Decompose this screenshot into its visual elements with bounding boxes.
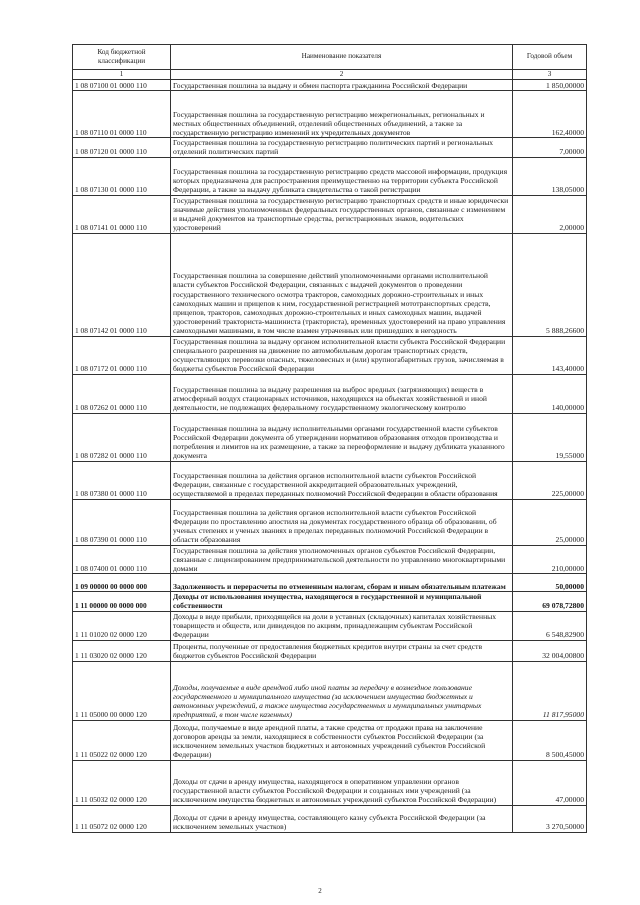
table-row [73, 592, 587, 611]
row-name: Государственная пошлина за действия уполномоченных органов субъектов Российской Федерации, связанные с лицензированием предпринимательской деятельности по управлению многоквартирными домами [171, 545, 513, 574]
row-value: 162,40000 [513, 91, 587, 138]
row-code: 1 11 05000 00 0000 120 [73, 661, 171, 720]
row-value: 210,00000 [513, 545, 587, 574]
row-code: 1 08 07380 01 0000 110 [73, 461, 171, 499]
table-row [73, 336, 587, 374]
row-value: 32 004,00800 [513, 640, 587, 661]
table-body [73, 80, 587, 832]
table-row [73, 574, 587, 592]
row-value: 5 888,26600 [513, 233, 587, 336]
row-code: 1 08 07282 01 0000 110 [73, 413, 171, 461]
row-name: Доходы, получаемые в виде арендной либо иной платы за передачу в возмездное пользование государственного и муниципального имущества (за исключением имущества бюджетных и автономных учреждений, а также имущества государственных и муниципальных унитарных предприятий, в том числе казенных) [171, 661, 513, 720]
budget-table [72, 44, 587, 833]
row-name: Доходы от использования имущества, находящегося в государственной и муниципальной собственности [171, 592, 513, 611]
row-code: 1 09 00000 00 0000 000 [73, 574, 171, 592]
row-value: 225,00000 [513, 461, 587, 499]
row-value: 50,00000 [513, 574, 587, 592]
table-row [73, 91, 587, 138]
table-row [73, 760, 587, 805]
row-code: 1 11 05032 02 0000 120 [73, 760, 171, 805]
row-code: 1 11 05072 02 0000 120 [73, 805, 171, 832]
row-value: 11 817,95000 [513, 661, 587, 720]
row-name: Государственная пошлина за государственную регистрацию средств массовой информации, продукция которых предназначена для распространения преимущественно на территории субъекта Российской Федерации, а также за выдачу дубликата свидетельства о такой регистрации [171, 157, 513, 195]
table-row [73, 640, 587, 661]
row-code: 1 11 03020 02 0000 120 [73, 640, 171, 661]
page-number: 2 [318, 887, 322, 895]
row-code: 1 08 07110 01 0000 110 [73, 91, 171, 138]
row-name: Государственная пошлина за выдачу органом исполнительной власти субъекта Российской Федерации специального разрешения на движение по автомобильным дорогам транспортных средств, осуществляющих перевозки опасных, тяжеловесных и (или) крупногабаритных грузов, зачисляемая в бюджеты субъектов Российской Федерации [171, 336, 513, 374]
row-name: Государственная пошлина за выдачу разрешения на выброс вредных (загрязняющих) веществ в атмосферный воздух стационарных источников, находящихся на объектах хозяйственной и иной деятельности, не подлежащих федеральному государственному экологическому контролю [171, 374, 513, 413]
row-code: 1 08 07141 01 0000 110 [73, 195, 171, 233]
table-row [73, 195, 587, 233]
row-code: 1 11 01020 02 0000 120 [73, 611, 171, 640]
row-value: 69 078,72800 [513, 592, 587, 611]
row-name: Государственная пошлина за государственную регистрацию межрегиональных, региональных и местных общественных объединений, отделений общественных объединений, а также за государственную регистрацию изменений их учредительных документов [171, 91, 513, 138]
row-name: Государственная пошлина за выдачу и обмен паспорта гражданина Российской Федерации [171, 80, 513, 91]
row-value: 3 270,50000 [513, 805, 587, 832]
table-row [73, 157, 587, 195]
row-value: 140,00000 [513, 374, 587, 413]
row-value: 138,05000 [513, 157, 587, 195]
row-code: 1 08 07120 01 0000 110 [73, 138, 171, 157]
row-name: Государственная пошлина за государственную регистрацию транспортных средств и иные юридически значимые действия уполномоченных федеральных государственных органов, связанные с изменением и выдачей документов на транспортные средства, регистрационных знаков, водительских удостоверений [171, 195, 513, 233]
table-row [73, 720, 587, 760]
row-code: 1 08 07130 01 0000 110 [73, 157, 171, 195]
header-name: Наименование показателя [171, 45, 513, 70]
row-name: Государственная пошлина за совершение действий уполномоченными органами исполнительной власти субъектов Российской Федерации, связанных с выдачей документов о проведении государственного технического осмотра тракторов, самоходных дорожно-строительных и иных самоходных машин и прицепов к ним, государственной регистрацией мототранспортных средств, прицепов, тракторов, самоходных дорожно-строительных и иных самоходных машин, выдачей удостоверений тракториста-машиниста (тракториста), временных удостоверений на право управления самоходными машинами, в том числе взамен утраченных или пришедших в негодность [171, 233, 513, 336]
row-value: 2,00000 [513, 195, 587, 233]
row-name: Государственная пошлина за действия органов исполнительной власти субъектов Российской Федерации по проставлению апостиля на документах государственного образца об образовании, об ученых степенях и ученых званиях в пределах переданных полномочий Российской Федерации в области образования [171, 499, 513, 545]
row-name: Доходы от сдачи в аренду имущества, составляющего казну субъекта Российской Федерации (за исключением земельных участков) [171, 805, 513, 832]
table-row [73, 499, 587, 545]
row-name: Доходы в виде прибыли, приходящейся на доли в уставных (складочных) капиталах хозяйственных товариществ и обществ, или дивидендов по акциям, принадлежащим субъектам Российской Федерации [171, 611, 513, 640]
row-name: Доходы от сдачи в аренду имущества, находящегося в оперативном управлении органов государственной власти субъектов Российской Федерации и созданных ими учреждений (за исключением имущества бюджетных и автономных учреждений субъектов Российской Федерации) [171, 760, 513, 805]
row-code: 1 08 07400 01 0000 110 [73, 545, 171, 574]
row-code: 1 11 00000 00 0000 000 [73, 592, 171, 611]
row-value: 1 850,00000 [513, 80, 587, 91]
row-name: Задолженность и перерасчеты по отмененным налогам, сборам и иным обязательным платежам [171, 574, 513, 592]
row-value: 47,00000 [513, 760, 587, 805]
table-row [73, 805, 587, 832]
row-code: 1 11 05022 02 0000 120 [73, 720, 171, 760]
row-name: Государственная пошлина за выдачу исполнительными органами государственной власти субъектов Российской Федерации документа об утверждении нормативов образования отходов производства и потребления и лимитов на их размещение, а также за переоформление и выдачу дубликата указанного документа [171, 413, 513, 461]
row-code: 1 08 07172 01 0000 110 [73, 336, 171, 374]
row-code: 1 08 07100 01 0000 110 [73, 80, 171, 91]
row-code: 1 08 07142 01 0000 110 [73, 233, 171, 336]
row-value: 6 548,82900 [513, 611, 587, 640]
table-row [73, 80, 587, 91]
table-row [73, 461, 587, 499]
row-name: Доходы, получаемые в виде арендной платы, а также средства от продажи права на заключение договоров аренды за земли, находящиеся в собственности субъектов Российской Федерации (за исключением земельных участков бюджетных и автономных учреждений субъектов Российской Федерации) [171, 720, 513, 760]
row-name: Государственная пошлина за действия органов исполнительной власти субъектов Российской Федерации, связанные с государственной аккредитацией образовательных учреждений, осуществляемой в пределах переданных полномочий Российской Федерации в области образования [171, 461, 513, 499]
header-code: Код бюджетной классификации [73, 45, 171, 70]
table-row [73, 611, 587, 640]
table-header-row [73, 45, 587, 70]
row-code: 1 08 07390 01 0000 110 [73, 499, 171, 545]
table-row [73, 545, 587, 574]
table-row [73, 374, 587, 413]
row-value: 19,55000 [513, 413, 587, 461]
row-value: 25,00000 [513, 499, 587, 545]
row-name: Проценты, полученные от предоставления бюджетных кредитов внутри страны за счет средств бюджетов субъектов Российской Федерации [171, 640, 513, 661]
row-value: 7,00000 [513, 138, 587, 157]
table-row [73, 233, 587, 336]
header-num-3: 3 [513, 70, 587, 80]
header-num-2: 2 [171, 70, 513, 80]
row-code: 1 08 07262 01 0000 110 [73, 374, 171, 413]
header-value: Годовой объем [513, 45, 587, 70]
row-value: 8 500,45000 [513, 720, 587, 760]
document-page [72, 44, 586, 833]
header-num-1: 1 [73, 70, 171, 80]
table-row [73, 138, 587, 157]
row-value: 143,40000 [513, 336, 587, 374]
table-row [73, 661, 587, 720]
row-name: Государственная пошлина за государственную регистрацию политических партий и региональных отделений политических партий [171, 138, 513, 157]
table-number-row [73, 70, 587, 80]
table-row [73, 413, 587, 461]
